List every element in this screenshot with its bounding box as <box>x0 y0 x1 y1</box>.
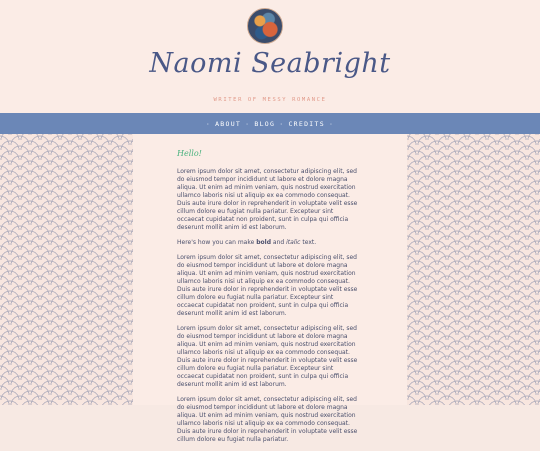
body-paragraph: Lorem ipsum dolor sit amet, consectetur adipiscing elit, sed do eiusmod tempor incididunt ut labore et dolore magna aliqua. Ut enim ad minim veniam, quis nostrud exercitation ullamco laboris nisi ut aliquip ex ea commodo consequat. Duis aute irure dolor in reprehenderit in voluptate velit esse cillum dolore eu fugiat nulla pariatur. <box>177 396 358 443</box>
nav-separator: · <box>245 119 251 128</box>
nav-separator: · <box>279 119 285 128</box>
nav-link-blog[interactable]: BLOG <box>254 119 276 128</box>
site-header <box>0 0 540 113</box>
formatting-example <box>177 239 362 247</box>
avatar <box>247 8 283 44</box>
format-and-text: and <box>272 239 285 246</box>
bold-text: bold <box>256 239 271 246</box>
body-paragraph: Lorem ipsum dolor sit amet, consectetur adipiscing elit, sed do eiusmod tempor incididunt ut labore et dolore magna aliqua. Ut enim ad minim veniam, quis nostrud exercitation ullamco laboris nisi ut aliquip ex ea commodo consequat. Duis aute irure dolor in reprehenderit in voluptate velit esse cillum dolore eu fugiat nulla pariatur. Excepteur sint occaecat cupidatat non proident, sunt in culpa qui officia deserunt mollit anim id est laborum. <box>177 254 358 317</box>
nav-separator: · <box>328 119 335 128</box>
nav-bar <box>0 113 540 134</box>
italic-text: italic <box>286 239 301 246</box>
body-paragraph: Lorem ipsum dolor sit amet, consectetur adipiscing elit, sed do eiusmod tempor incididunt ut labore et dolore magna aliqua. Ut enim ad minim veniam, quis nostrud exercitation ullamco laboris nisi ut aliquip ex ea commodo consequat. Duis aute irure dolor in reprehenderit in voluptate velit esse cillum dolore eu fugiat nulla pariatur. Excepteur sint occaecat cupidatat non proident, sunt in culpa qui officia deserunt mollit anim id est laborum. <box>177 168 358 231</box>
nav-link-credits[interactable]: CREDITS <box>288 119 325 128</box>
format-intro-text: Here's how you can make <box>177 239 255 246</box>
site-title[interactable]: Naomi Seabright <box>149 48 391 79</box>
main-content <box>177 150 362 451</box>
greeting-heading: Hello! <box>177 149 202 158</box>
body-paragraph: Lorem ipsum dolor sit amet, consectetur adipiscing elit, sed do eiusmod tempor incididunt ut labore et dolore magna aliqua. Ut enim ad minim veniam, quis nostrud exercitation ullamco laboris nisi ut aliquip ex ea commodo consequat. Duis aute irure dolor in reprehenderit in voluptate velit esse cillum dolore eu fugiat nulla pariatur. Excepteur sint occaecat cupidatat non proident, sunt in culpa qui officia deserunt mollit anim id est laborum. <box>177 325 358 388</box>
nav-link-about[interactable]: ABOUT <box>215 119 242 128</box>
site-tagline: WRITER OF MESSY ROMANCE <box>213 97 327 103</box>
format-end-text: text. <box>302 239 317 246</box>
nav-separator: · <box>205 119 212 128</box>
